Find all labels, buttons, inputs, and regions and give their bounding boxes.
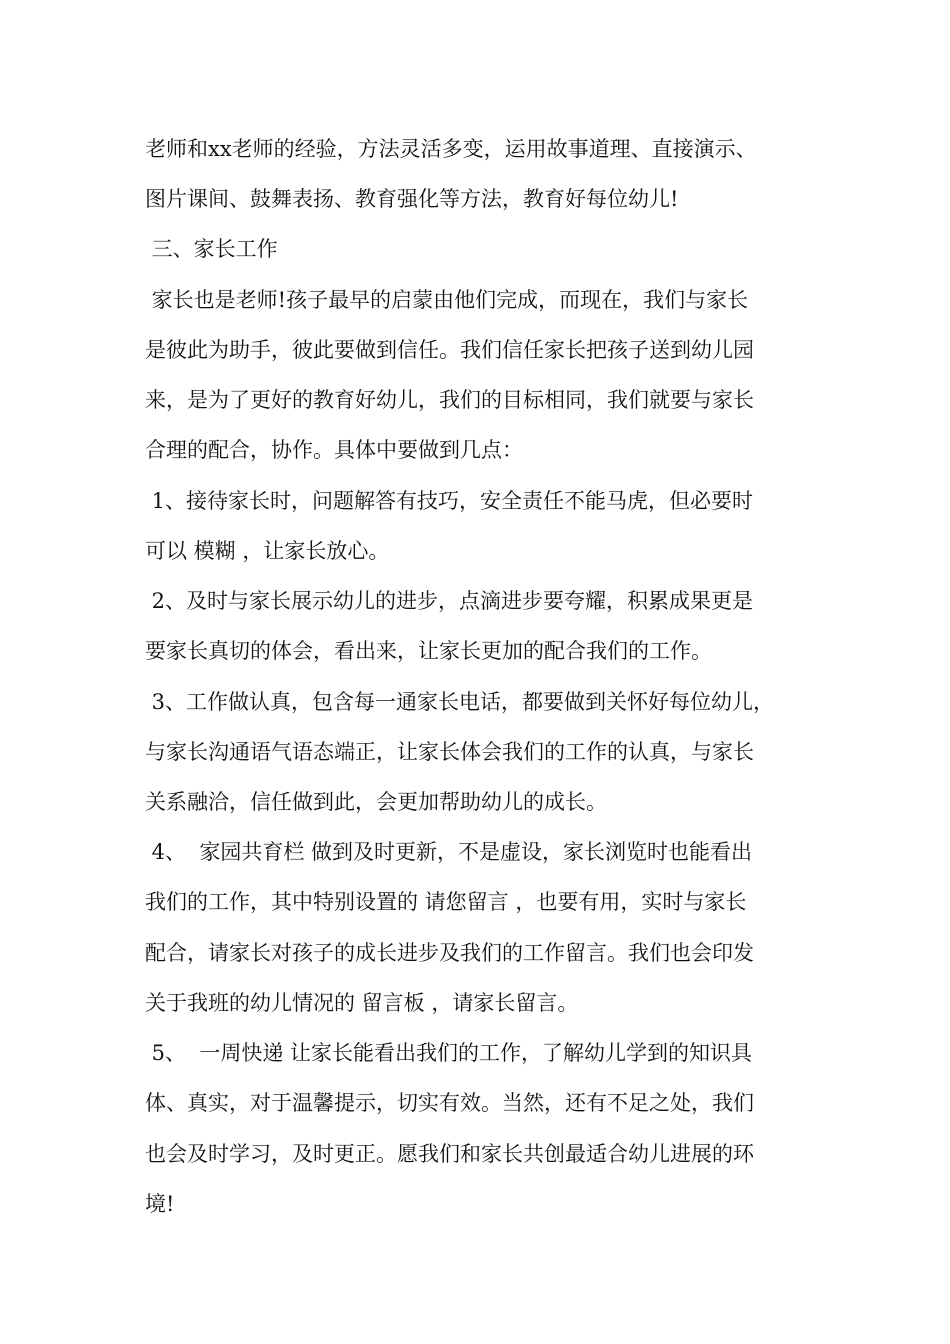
list-item-line: 配合，请家长对孩子的成长进步及我们的工作留言。我们也会印发 <box>145 941 754 965</box>
list-item-line: 我们的工作，其中特别设置的 请您留言 ，也要有用，实时与家长 <box>145 890 747 914</box>
list-item-line: 4、 家园共育栏 做到及时更新，不是虚设，家长浏览时也能看出 <box>145 840 753 864</box>
list-item-line: 3、工作做认真，包含每一通家长电话，都要做到关怀好每位幼儿， <box>145 690 775 714</box>
text-line: 老师和xx老师的经验，方法灵活多变，运用故事道理、直接演示、 <box>145 137 757 161</box>
text-line: 合理的配合，协作。具体中要做到几点： <box>145 438 523 462</box>
list-item-line: 可以 模糊 ，让家长放心。 <box>145 539 390 563</box>
text-line: 来，是为了更好的教育好幼儿，我们的目标相同，我们就要与家长 <box>145 388 754 412</box>
text-line: 是彼此为助手，彼此要做到信任。我们信任家长把孩子送到幼儿园 <box>145 338 754 362</box>
list-item-line: 境! <box>145 1192 175 1216</box>
list-item-line: 5、 一周快递 让家长能看出我们的工作，了解幼儿学到的知识具 <box>145 1041 753 1065</box>
list-item-line: 关系融洽，信任做到此，会更加帮助幼儿的成长。 <box>145 790 607 814</box>
list-item-line: 2、及时与家长展示幼儿的进步，点滴进步要夸耀，积累成果更是 <box>145 589 754 613</box>
text-line: 图片课间、鼓舞表扬、教育强化等方法，教育好每位幼儿! <box>145 187 679 211</box>
list-item-line: 体、真实，对于温馨提示，切实有效。当然，还有不足之处，我们 <box>145 1091 754 1115</box>
list-item-line: 关于我班的幼儿情况的 留言板 ，请家长留言。 <box>145 991 579 1015</box>
list-item-line: 与家长沟通语气语态端正，让家长体会我们的工作的认真，与家长 <box>145 740 754 764</box>
list-item-line: 1、接待家长时，问题解答有技巧，安全责任不能马虎，但必要时 <box>145 489 754 513</box>
text-line: 家长也是老师!孩子最早的启蒙由他们完成，而现在，我们与家长 <box>145 288 749 312</box>
list-item-line: 也会及时学习，及时更正。愿我们和家长共创最适合幼儿进展的环 <box>145 1142 754 1166</box>
section-heading: 三、家长工作 <box>145 237 278 261</box>
list-item-line: 要家长真切的体会，看出来，让家长更加的配合我们的工作。 <box>145 639 712 663</box>
